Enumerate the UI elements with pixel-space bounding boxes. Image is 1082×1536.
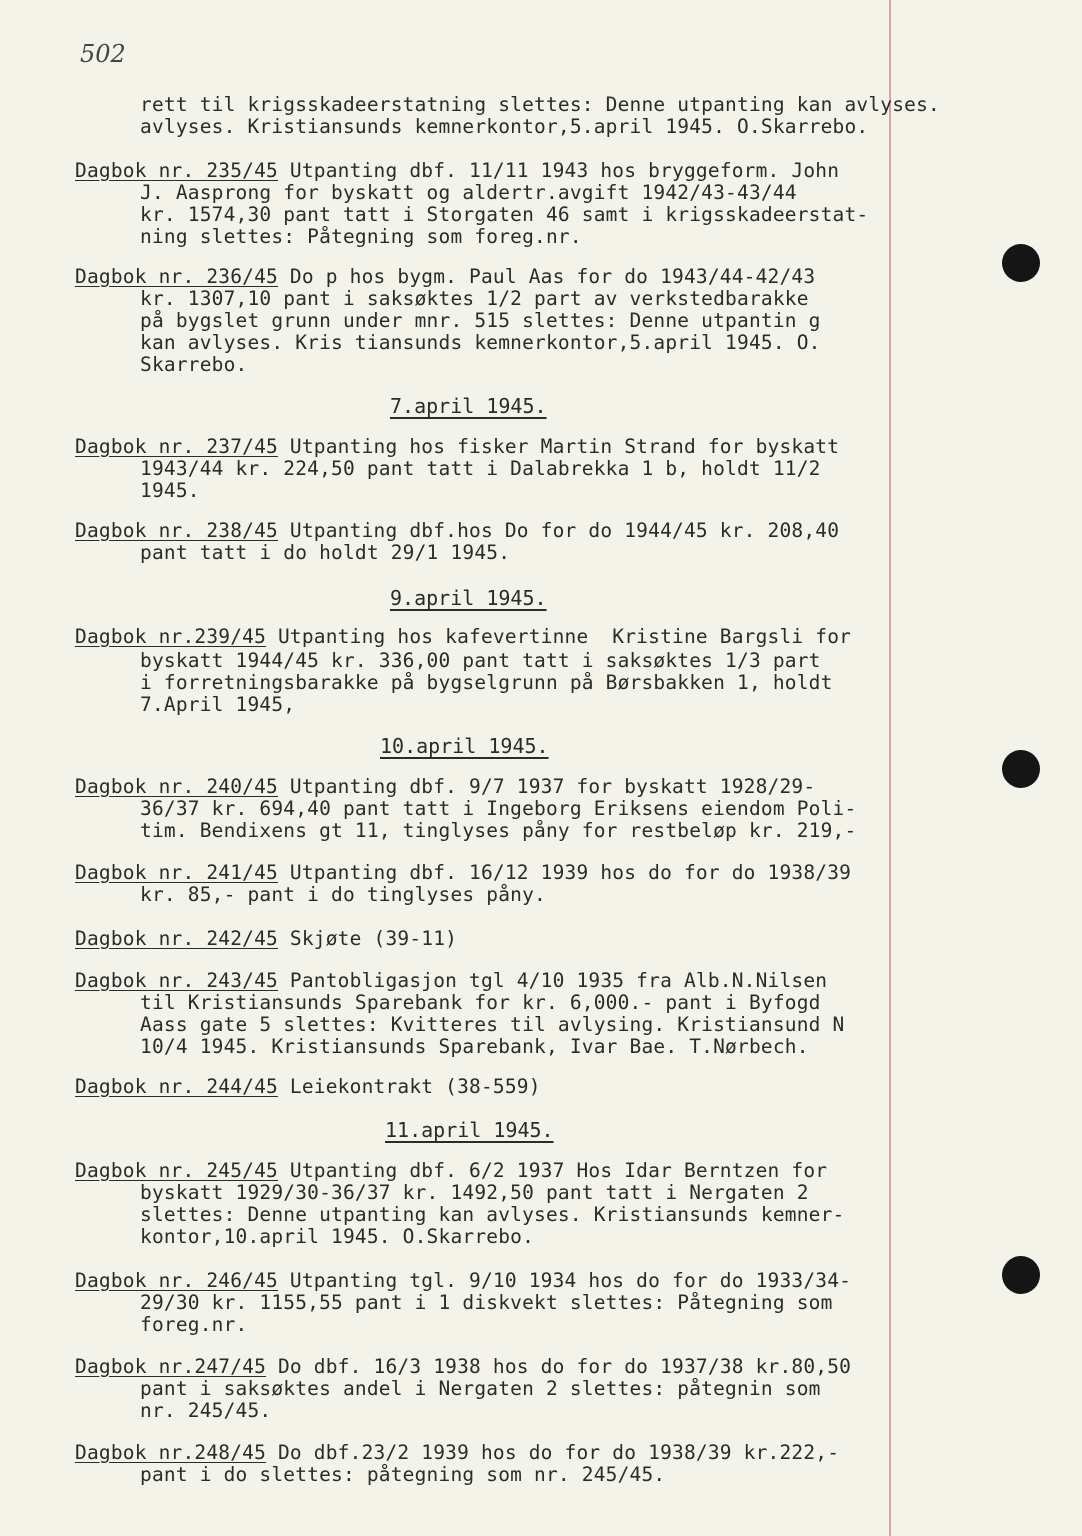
intro-line: avlyses. Kristiansunds kemnerkontor,5.april 1945. O.Skarrebo. [140,115,869,138]
entry-line: Dagbok nr. 241/45 Utpanting dbf. 16/12 1939 hos do for do 1938/39 [75,861,852,884]
entry-line: J. Aasprong for byskatt og aldertr.avgift 1942/43-43/44 [140,181,797,204]
entry-line: foreg.nr. [140,1313,248,1336]
entry-line: 10/4 1945. Kristiansunds Sparebank, Ivar Bae. T.Nørbech. [140,1035,809,1058]
entry-line: pant i saksøktes andel i Nergaten 2 slettes: påtegnin som [140,1377,821,1400]
entry-line: 36/37 kr. 694,40 pant tatt i Ingeborg Eriksens eiendom Poli- [140,797,857,820]
entry-line: til Kristiansunds Sparebank for kr. 6,000.- pant i Byfogd [140,991,821,1014]
entry-line: pant i do slettes: påtegning som nr. 245/45. [140,1463,666,1486]
entry-line: byskatt 1929/30-36/37 kr. 1492,50 pant tatt i Nergaten 2 [140,1181,809,1204]
entry-ref: Dagbok nr. 237/45 [75,435,278,458]
entry-ref: Dagbok nr. 238/45 [75,519,278,542]
intro-line: rett til krigsskadeerstatning slettes: Denne utpanting kan avlyses. [140,93,940,116]
entry-ref: Dagbok nr. 236/45 [75,265,278,288]
entry-ref: Dagbok nr.248/45 [75,1441,267,1464]
date-heading: 7.april 1945. [390,394,547,418]
entry-line: ning slettes: Påtegning som foreg.nr. [140,225,582,248]
entry-line: i forretningsbarakke på bygselgrunn på Børsbakken 1, holdt [140,671,833,694]
binder-hole [1002,750,1040,788]
entry-line: kan avlyses. Kris tiansunds kemnerkontor,5.april 1945. O. [140,331,821,354]
entry-line: kontor,10.april 1945. O.Skarrebo. [140,1225,535,1248]
entry-line: nr. 245/45. [140,1399,272,1422]
entry-ref: Dagbok nr. 240/45 [75,775,278,798]
date-heading: 10.april 1945. [380,734,549,758]
entry-ref: Dagbok nr.247/45 [75,1355,267,1378]
entry-line: Dagbok nr.239/45 Utpanting hos kafevertinne Kristine Bargsli for [75,625,852,648]
entry-line: Dagbok nr. 246/45 Utpanting tgl. 9/10 1934 hos do for do 1933/34- [75,1269,852,1292]
entry-line: Dagbok nr. 237/45 Utpanting hos fisker Martin Strand for byskatt [75,435,840,458]
entry-line: slettes: Denne utpanting kan avlyses. Kristiansunds kemner- [140,1203,845,1226]
entry-line: byskatt 1944/45 kr. 336,00 pant tatt i saksøktes 1/3 part [140,649,821,672]
entry-ref: Dagbok nr. 242/45 [75,927,278,950]
date-heading: 11.april 1945. [385,1118,554,1142]
page-number: 502 [80,40,126,68]
entry-line: Dagbok nr. 245/45 Utpanting dbf. 6/2 1937 Hos Idar Berntzen for [75,1159,828,1182]
entry-line: Dagbok nr.247/45 Do dbf. 16/3 1938 hos do for do 1937/38 kr.80,50 [75,1355,852,1378]
entry-line: Skarrebo. [140,353,248,376]
binder-hole [1002,244,1040,282]
entry-line: Dagbok nr. 244/45 Leiekontrakt (38-559) [75,1075,541,1098]
entry-line: Dagbok nr.248/45 Do dbf.23/2 1939 hos do for do 1938/39 kr.222,- [75,1441,840,1464]
binder-hole [1002,1256,1040,1294]
entry-line: Dagbok nr. 242/45 Skjøte (39-11) [75,927,458,950]
margin-line [889,0,891,1536]
entry-line: pant tatt i do holdt 29/1 1945. [140,541,511,564]
entry-ref: Dagbok nr. 246/45 [75,1269,278,1292]
entry-line: kr. 1307,10 pant i saksøktes 1/2 part av verkstedbarakke [140,287,809,310]
entry-ref: Dagbok nr. 245/45 [75,1159,278,1182]
entry-line: Dagbok nr. 243/45 Pantobligasjon tgl 4/10 1935 fra Alb.N.Nilsen [75,969,828,992]
entry-line: Aass gate 5 slettes: Kvitteres til avlysing. Kristiansund N [140,1013,845,1036]
entry-ref: Dagbok nr. 244/45 [75,1075,278,1098]
entry-line: kr. 85,- pant i do tinglyses påny. [140,883,546,906]
entry-line: Dagbok nr. 236/45 Do p hos bygm. Paul Aas for do 1943/44-42/43 [75,265,816,288]
entry-line: kr. 1574,30 pant tatt i Storgaten 46 samt i krigsskadeerstat- [140,203,869,226]
entry-line: 7.April 1945, [140,693,296,716]
entry-line: Dagbok nr. 235/45 Utpanting dbf. 11/11 1943 hos bryggeform. John [75,159,840,182]
entry-ref: Dagbok nr. 243/45 [75,969,278,992]
entry-line: Dagbok nr. 240/45 Utpanting dbf. 9/7 1937 for byskatt 1928/29- [75,775,816,798]
entry-line: 1943/44 kr. 224,50 pant tatt i Dalabrekka 1 b, holdt 11/2 [140,457,821,480]
entry-line: Dagbok nr. 238/45 Utpanting dbf.hos Do for do 1944/45 kr. 208,40 [75,519,840,542]
date-heading: 9.april 1945. [390,586,547,610]
entry-line: på bygslet grunn under mnr. 515 slettes: Denne utpantin g [140,309,821,332]
entry-ref: Dagbok nr. 241/45 [75,861,278,884]
entry-ref: Dagbok nr.239/45 [75,625,267,648]
entry-line: 1945. [140,479,200,502]
entry-ref: Dagbok nr. 235/45 [75,159,278,182]
entry-line: 29/30 kr. 1155,55 pant i 1 diskvekt slettes: Påtegning som [140,1291,833,1314]
entry-line: tim. Bendixens gt 11, tinglyses påny for restbeløp kr. 219,- [140,819,857,842]
